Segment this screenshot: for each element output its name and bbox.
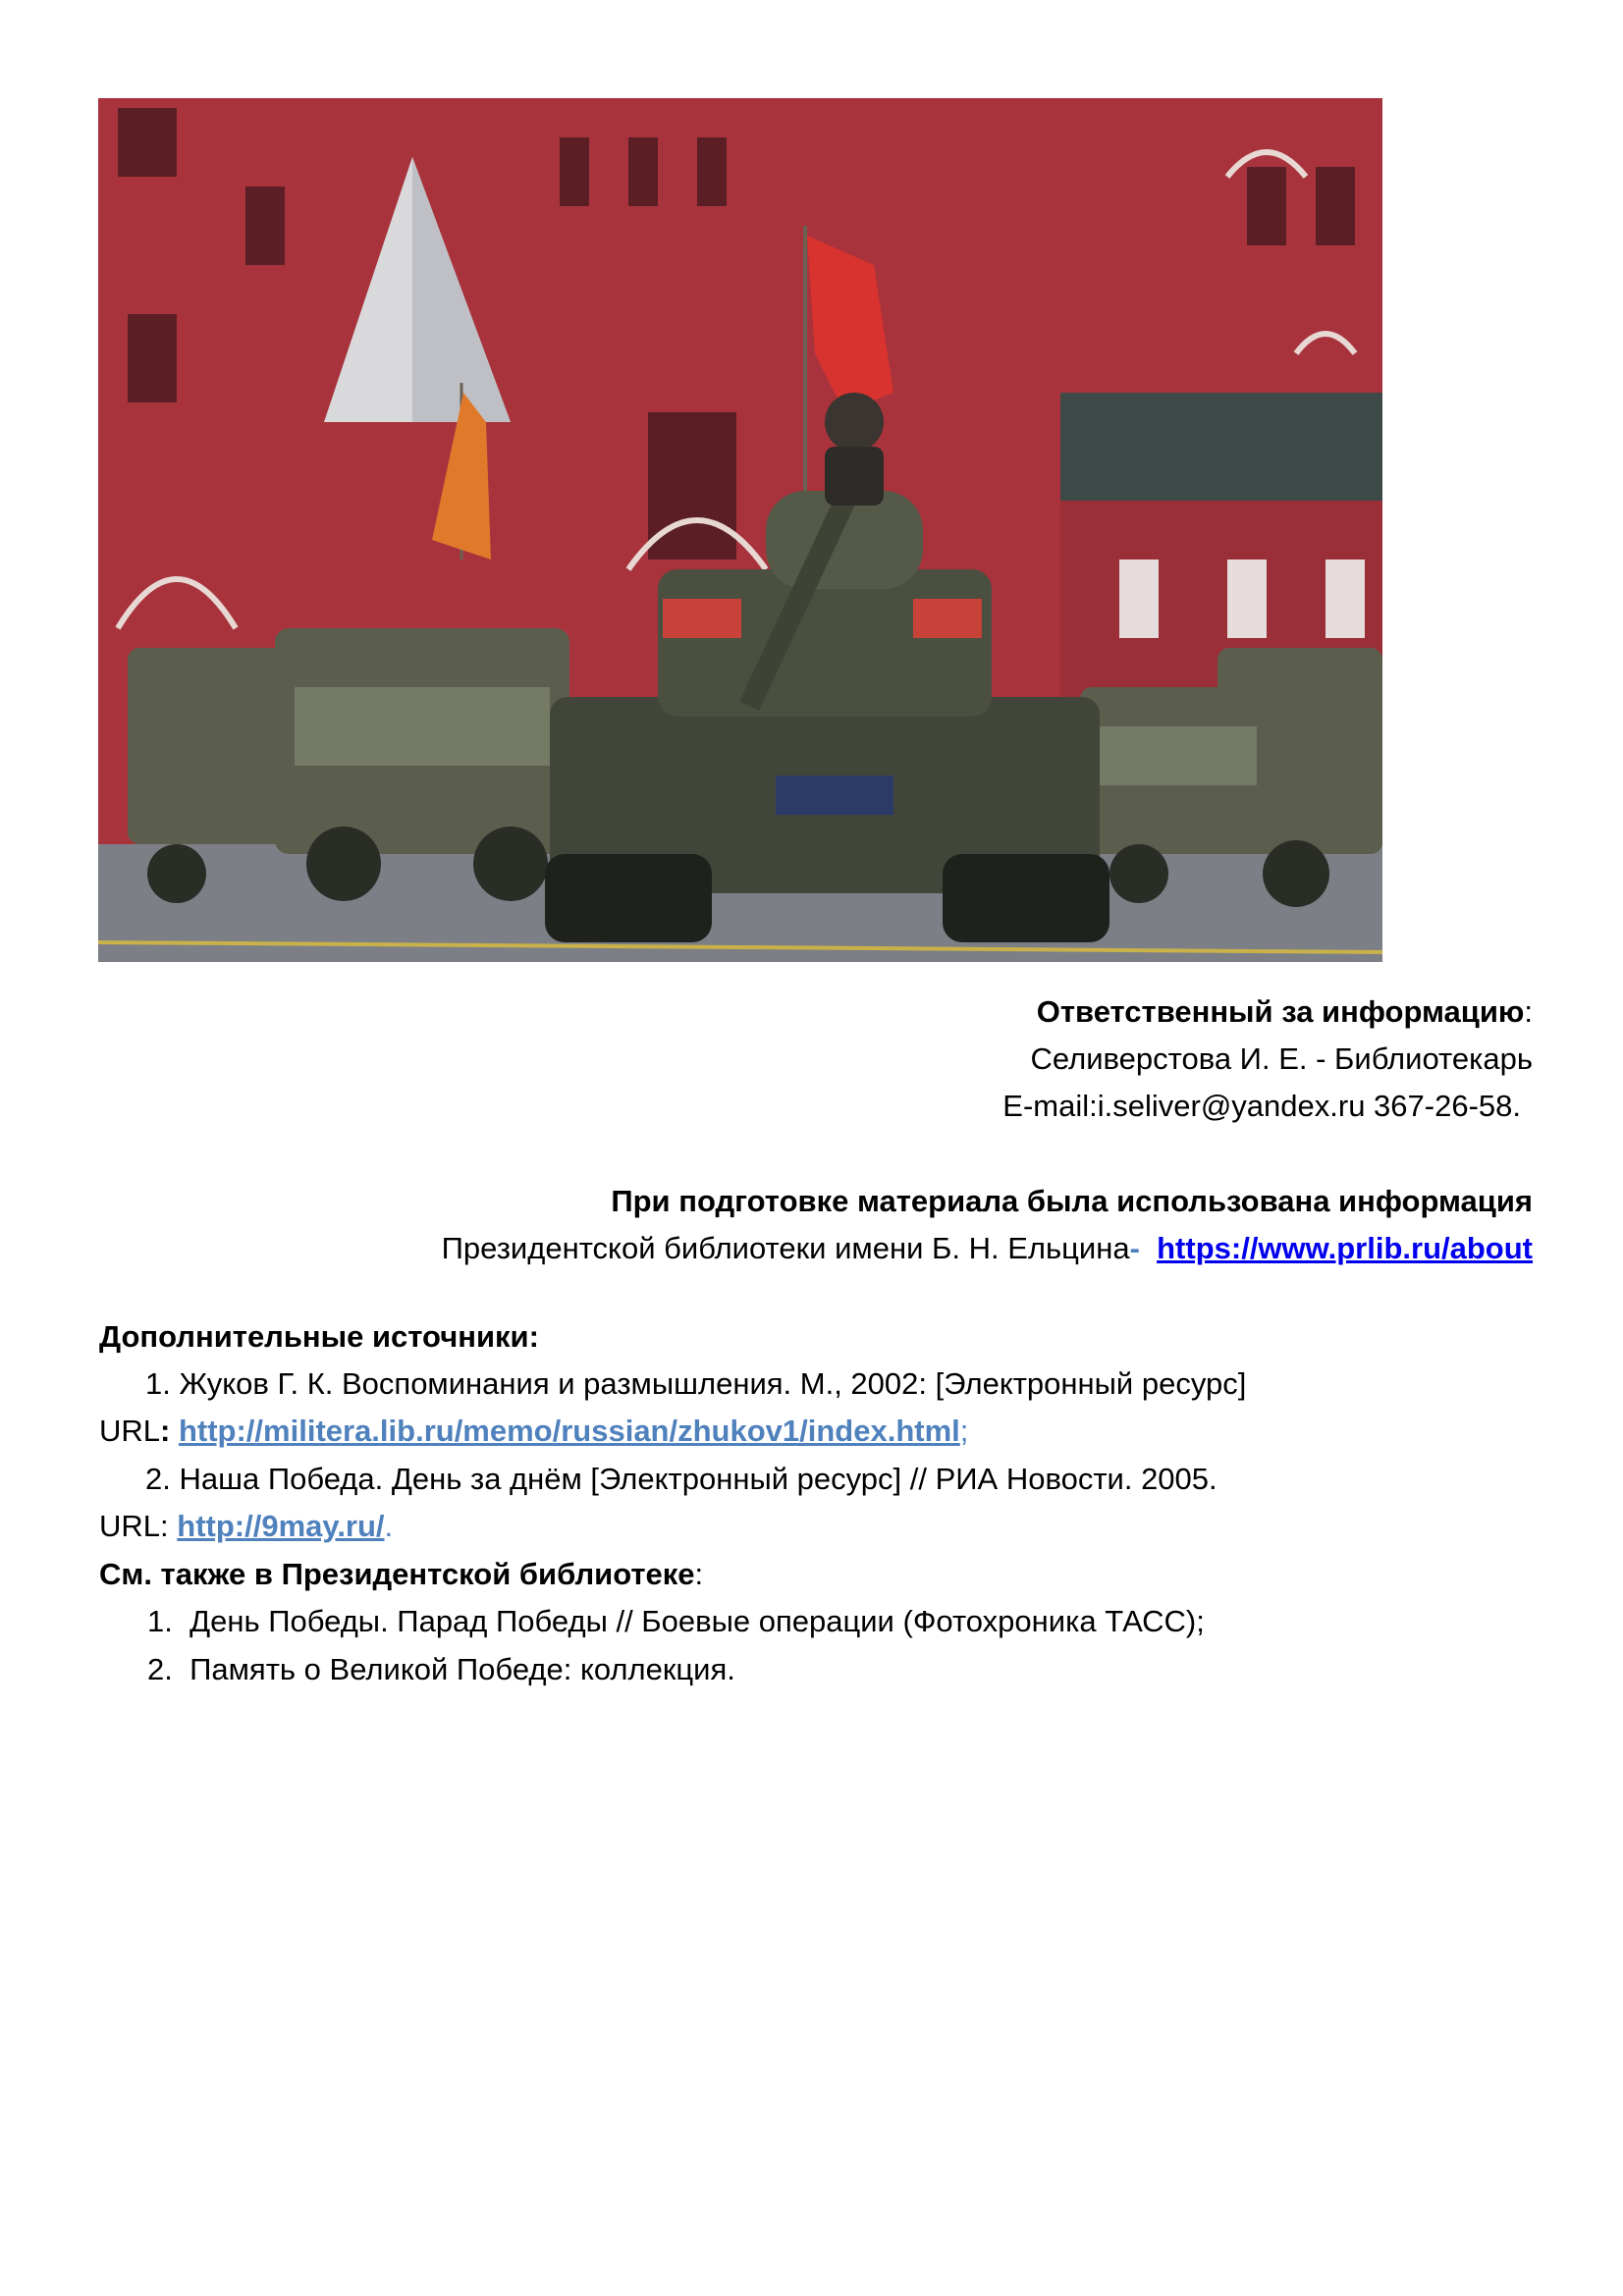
extra-heading	[99, 1318, 539, 1356]
contact-name: Селиверстова И. Е. - Библиотекарь	[1030, 1041, 1533, 1076]
see-also-heading: См. также в Президентской библиотеке	[99, 1557, 695, 1591]
see-also-item-2[interactable]	[147, 1651, 735, 1688]
prlib-link[interactable]: https://www.prlib.ru/about	[1157, 1231, 1533, 1265]
url-colon: :	[160, 1414, 171, 1448]
militera-link[interactable]: http://militera.lib.ru/memo/russian/zhukov1/index.html	[178, 1414, 960, 1448]
parade-photo	[98, 98, 1382, 962]
url-label: URL	[99, 1414, 161, 1448]
see-also-text-1: День Победы. Парад Победы // Боевые операции (Фотохроника ТАСС);	[189, 1604, 1205, 1638]
see-also-colon: :	[694, 1557, 704, 1591]
contact-label-line	[1037, 993, 1533, 1031]
extra-item-1-url-line	[99, 1413, 968, 1450]
contact-label: Ответственный за информацию	[1036, 994, 1525, 1029]
source-library: Президентской библиотеки имени Б. Н. Ельцина	[441, 1231, 1130, 1265]
9may-link[interactable]: http://9may.ru/	[177, 1509, 385, 1543]
source-line1	[611, 1183, 1533, 1220]
source-line2	[442, 1230, 1533, 1267]
see-also-num-1: 1.	[147, 1604, 173, 1638]
extra-item-2-url-line	[99, 1508, 393, 1545]
item1-end: ;	[959, 1414, 969, 1448]
see-also-heading-line	[99, 1556, 703, 1593]
see-also-text-2: Память о Великой Победе: коллекция.	[189, 1652, 735, 1686]
contact-colon: :	[1524, 994, 1533, 1029]
source-line1-text: При подготовке материала была использована информация	[611, 1184, 1533, 1218]
extra-item-2: 2. Наша Победа. День за днём [Электронный ресурс] // РИА Новости. 2005.	[145, 1462, 1217, 1496]
source-separator: -	[1129, 1231, 1140, 1265]
url-label-2: URL:	[99, 1509, 169, 1543]
extra-item-1: 1. Жуков Г. К. Воспоминания и размышления. М., 2002: [Электронный ресурс]	[145, 1366, 1247, 1401]
item2-end: .	[384, 1509, 394, 1543]
see-also-item-1[interactable]	[147, 1603, 1205, 1640]
contact-email: E-mail:i.seliver@yandex.ru 367-26-58.	[1002, 1089, 1521, 1123]
see-also-num-2: 2.	[147, 1652, 173, 1686]
extra-heading-text: Дополнительные источники:	[99, 1319, 539, 1354]
